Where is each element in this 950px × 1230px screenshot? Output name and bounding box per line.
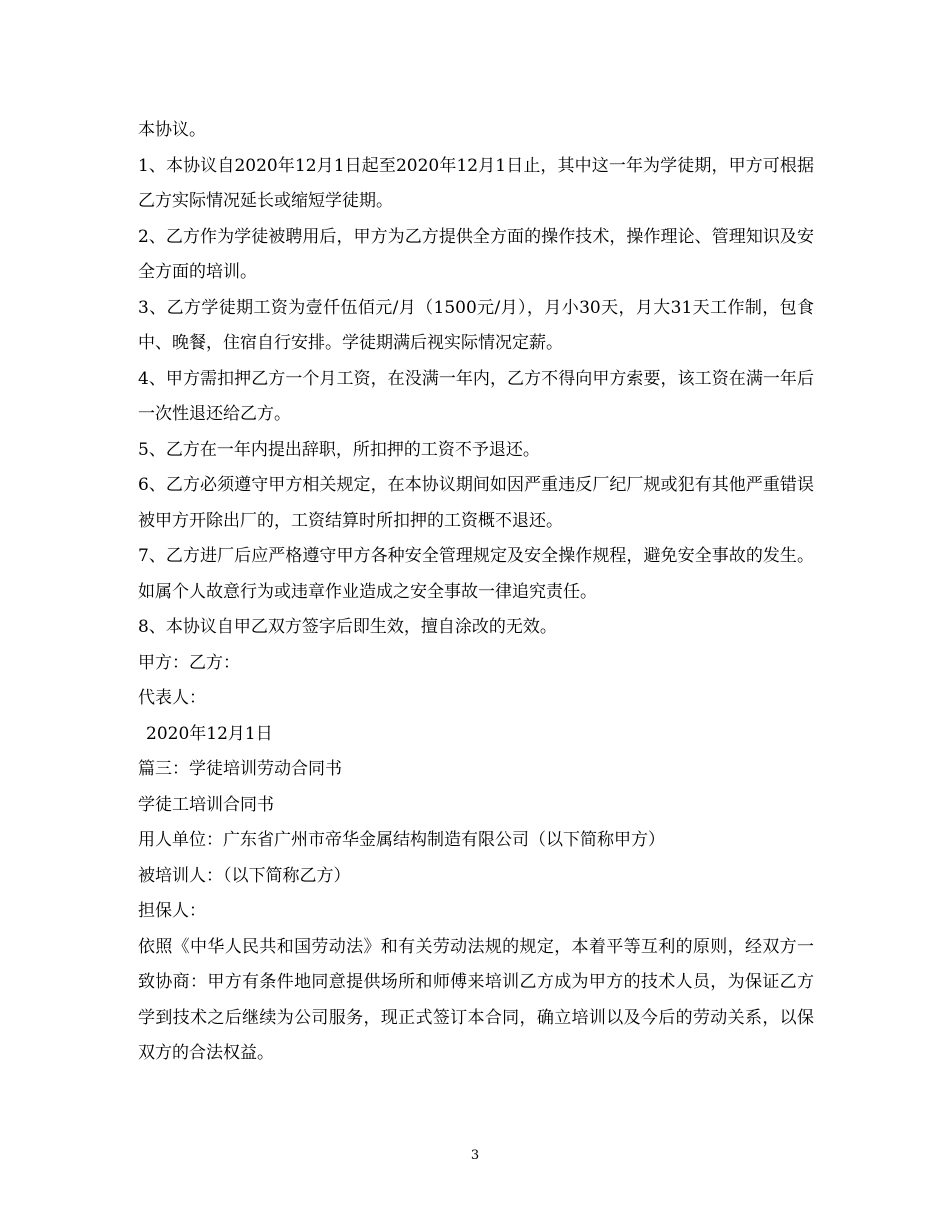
clause-3-wage: 3、乙方学徒期工资为壹仟伍佰元/月（1500元/月），月小30天，月大31天工作制，包食中、晚餐，住宿自行安排。学徒期满后视实际情况定薪。 (138, 297, 814, 353)
signature-parties: 甲方：乙方： (138, 652, 240, 673)
clause-6-rules: 6、乙方必须遵守甲方相关规定，在本协议期间如因严重违反厂纪厂规或犯有其他严重错误被甲方开除出厂的，工资结算时所扣押的工资概不退还。 (138, 475, 814, 531)
clause-2-training: 2、乙方作为学徒被聘用后，甲方为乙方提供全方面的操作技术，操作理论、管理知识及安全方面的培训。 (138, 226, 814, 282)
signature-date: 2020年12月1日 (146, 723, 273, 744)
document-body (138, 113, 814, 1072)
page-number: 3 (470, 1148, 480, 1163)
clause-1-term: 1、本协议自2020年12月1日起至2020年12月1日止，其中这一年为学徒期，甲方可根据乙方实际情况延长或缩短学徒期。 (138, 155, 814, 211)
clause-7-safety: 7、乙方进厂后应严格遵守甲方各种安全管理规定及安全操作规程，避免安全事故的发生。如属个人故意行为或违章作业造成之安全事故一律追究责任。 (138, 546, 814, 602)
clause-4-withholding: 4、甲方需扣押乙方一个月工资，在没满一年内，乙方不得向甲方索要，该工资在满一年后一次性退还给乙方。 (138, 368, 814, 424)
trainee-line: 被培训人：（以下简称乙方） (138, 865, 351, 886)
contract-title: 学徒工培训合同书 (138, 794, 274, 815)
clause-5-resignation: 5、乙方在一年内提出辞职，所扣押的工资不予退还。 (138, 439, 540, 460)
guarantor-line: 担保人： (138, 901, 206, 921)
paragraph-agreement-end: 本协议。 (138, 120, 206, 140)
section-heading: 篇三：学徒培训劳动合同书 (138, 759, 342, 779)
clause-8-effect: 8、本协议自甲乙双方签字后即生效，擅自涂改的无效。 (138, 617, 557, 637)
signature-representative: 代表人： (138, 688, 206, 708)
preamble-paragraph: 依照《中华人民共和国劳动法》和有关劳动法规的规定，本着平等互利的原则，经双方一致协商：甲方有条件地同意提供场所和师傅来培训乙方成为甲方的技术人员，为保证乙方学到技术之后继续为公司服务，现正式签订本合同，确立培训以及今后的劳动关系，以保双方的合法权益。 (138, 936, 814, 1063)
employer-line: 用人单位：广东省广州市帝华金属结构制造有限公司（以下简称甲方） (138, 830, 665, 850)
